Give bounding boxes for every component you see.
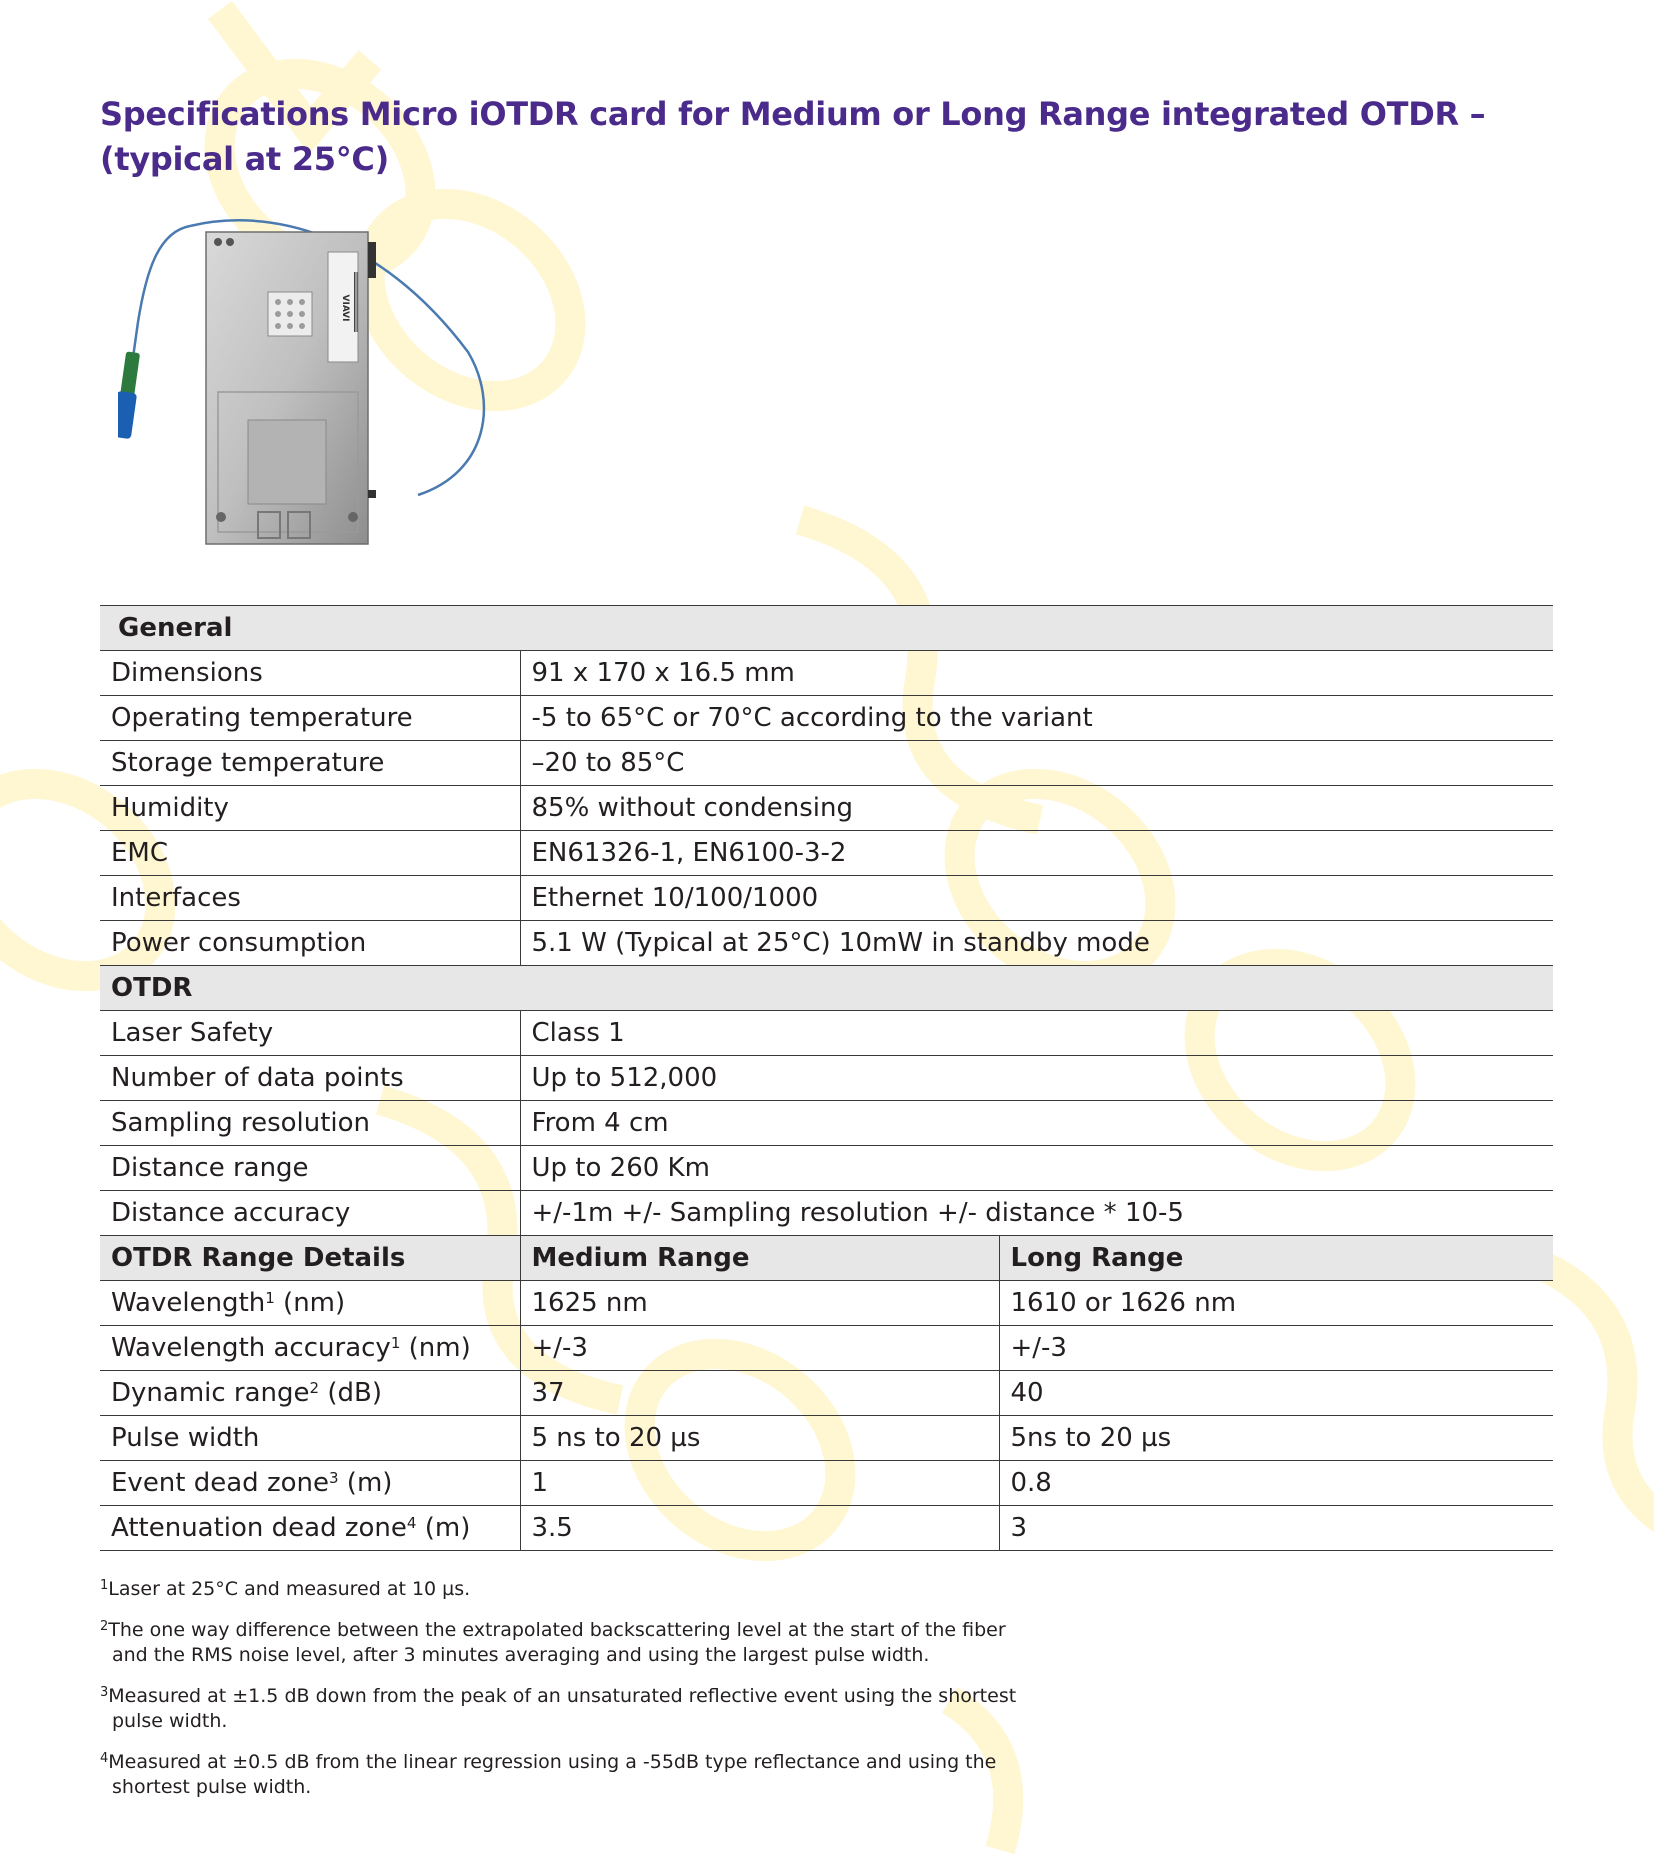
table-row	[100, 1011, 1553, 1056]
column-header: Long Range	[999, 1236, 1553, 1281]
medium-value: 5 ns to 20 µs	[520, 1416, 999, 1461]
table-row	[100, 1056, 1553, 1101]
section-title: General	[100, 606, 1553, 651]
label-text: Wavelength	[111, 1288, 266, 1318]
row-label	[100, 1326, 520, 1371]
row-label: Dimensions	[100, 651, 520, 696]
footnote-ref: 4	[406, 1514, 417, 1532]
table-row	[100, 1101, 1553, 1146]
row-label: EMC	[100, 831, 520, 876]
footnote-mark: 3	[100, 1685, 109, 1700]
table-row	[100, 786, 1553, 831]
table-row	[100, 696, 1553, 741]
table-row	[100, 1191, 1553, 1236]
unit-text: (m)	[416, 1513, 471, 1543]
row-label: Sampling resolution	[100, 1101, 520, 1146]
row-label: Distance range	[100, 1146, 520, 1191]
row-label: Laser Safety	[100, 1011, 520, 1056]
row-label: Distance accuracy	[100, 1191, 520, 1236]
row-value: 91 x 170 x 16.5 mm	[520, 651, 1553, 696]
table-row	[100, 741, 1553, 786]
table-row	[100, 876, 1553, 921]
row-value: Ethernet 10/100/1000	[520, 876, 1553, 921]
row-value: 85% without condensing	[520, 786, 1553, 831]
table-row	[100, 1416, 1553, 1461]
row-label	[100, 1371, 520, 1416]
footnote-4	[100, 1750, 1040, 1800]
row-label: Interfaces	[100, 876, 520, 921]
table-row	[100, 921, 1553, 966]
long-value: 5ns to 20 µs	[999, 1416, 1553, 1461]
unit-text: (nm)	[400, 1333, 471, 1363]
section-header-general	[100, 606, 1553, 651]
row-value: Up to 260 Km	[520, 1146, 1553, 1191]
table-row	[100, 831, 1553, 876]
column-header: OTDR Range Details	[100, 1236, 520, 1281]
row-label: Power consumption	[100, 921, 520, 966]
table-row	[100, 1326, 1553, 1371]
footnote-mark: 4	[100, 1751, 109, 1766]
label-text: Event dead zone	[111, 1468, 329, 1498]
row-label	[100, 1281, 520, 1326]
unit-text: (dB)	[319, 1378, 382, 1408]
unit-text: (m)	[338, 1468, 393, 1498]
section-title: OTDR	[100, 966, 1553, 1011]
long-value: 0.8	[999, 1461, 1553, 1506]
label-text: Pulse width	[111, 1423, 260, 1453]
medium-value: 1625 nm	[520, 1281, 999, 1326]
footnotes	[100, 1577, 1040, 1816]
long-value: 1610 or 1626 nm	[999, 1281, 1553, 1326]
long-value: 40	[999, 1371, 1553, 1416]
footnote-text: Measured at ±0.5 dB from the linear regression using a -55dB type reflectance and using the shortest pulse width.	[108, 1751, 997, 1798]
row-value: Class 1	[520, 1011, 1553, 1056]
footnote-1	[100, 1577, 1040, 1602]
row-label	[100, 1461, 520, 1506]
unit-text: (nm)	[274, 1288, 346, 1318]
page-title: Specifications Micro iOTDR card for Medium or Long Range integrated OTDR – (typical at 25°C)	[100, 95, 1486, 178]
otdr-card-image	[118, 212, 488, 557]
row-label: Number of data points	[100, 1056, 520, 1101]
brand-label: VIAVI	[340, 294, 350, 322]
table-row	[100, 651, 1553, 696]
footnote-text: Measured at ±1.5 dB down from the peak of an unsaturated reflective event using the shortest pulse width.	[108, 1685, 1017, 1732]
label-text: Wavelength accuracy	[111, 1333, 391, 1363]
footnote-mark: 2	[100, 1619, 109, 1634]
footnote-ref: 3	[328, 1469, 339, 1487]
long-value: 3	[999, 1506, 1553, 1551]
medium-value: 3.5	[520, 1506, 999, 1551]
table-row	[100, 1146, 1553, 1191]
table-row	[100, 1461, 1553, 1506]
medium-value: 1	[520, 1461, 999, 1506]
label-text: Attenuation dead zone	[111, 1513, 407, 1543]
spec-table	[100, 605, 1553, 1551]
label-text: Dynamic range	[111, 1378, 310, 1408]
row-value: 5.1 W (Typical at 25°C) 10mW in standby mode	[520, 921, 1553, 966]
long-value: +/-3	[999, 1326, 1553, 1371]
row-value: –20 to 85°C	[520, 741, 1553, 786]
table-row	[100, 1281, 1553, 1326]
row-value: -5 to 65°C or 70°C according to the variant	[520, 696, 1553, 741]
row-value: From 4 cm	[520, 1101, 1553, 1146]
row-label: Operating temperature	[100, 696, 520, 741]
footnote-text: The one way difference between the extrapolated backscattering level at the start of the fiber and the RMS noise level, after 3 minutes averaging and using the largest pulse width.	[108, 1619, 1006, 1666]
row-label: Storage temperature	[100, 741, 520, 786]
row-label	[100, 1416, 520, 1461]
table-row	[100, 1506, 1553, 1551]
table-row	[100, 1371, 1553, 1416]
row-label: Humidity	[100, 786, 520, 831]
section-header-range	[100, 1236, 1553, 1281]
footnote-text: Laser at 25°C and measured at 10 µs.	[108, 1578, 471, 1600]
section-header-otdr	[100, 966, 1553, 1011]
row-value: Up to 512,000	[520, 1056, 1553, 1101]
column-header: Medium Range	[520, 1236, 999, 1281]
footnote-3	[100, 1684, 1040, 1734]
footnote-ref: 1	[390, 1334, 401, 1352]
footnote-mark: 1	[100, 1578, 109, 1593]
row-value: +/-1m +/- Sampling resolution +/- distance * 10-5	[520, 1191, 1553, 1236]
row-value: EN61326-1, EN6100-3-2	[520, 831, 1553, 876]
medium-value: +/-3	[520, 1326, 999, 1371]
footnote-2	[100, 1618, 1040, 1668]
row-label	[100, 1506, 520, 1551]
footnote-ref: 2	[309, 1379, 320, 1397]
footnote-ref: 1	[265, 1289, 275, 1307]
medium-value: 37	[520, 1371, 999, 1416]
